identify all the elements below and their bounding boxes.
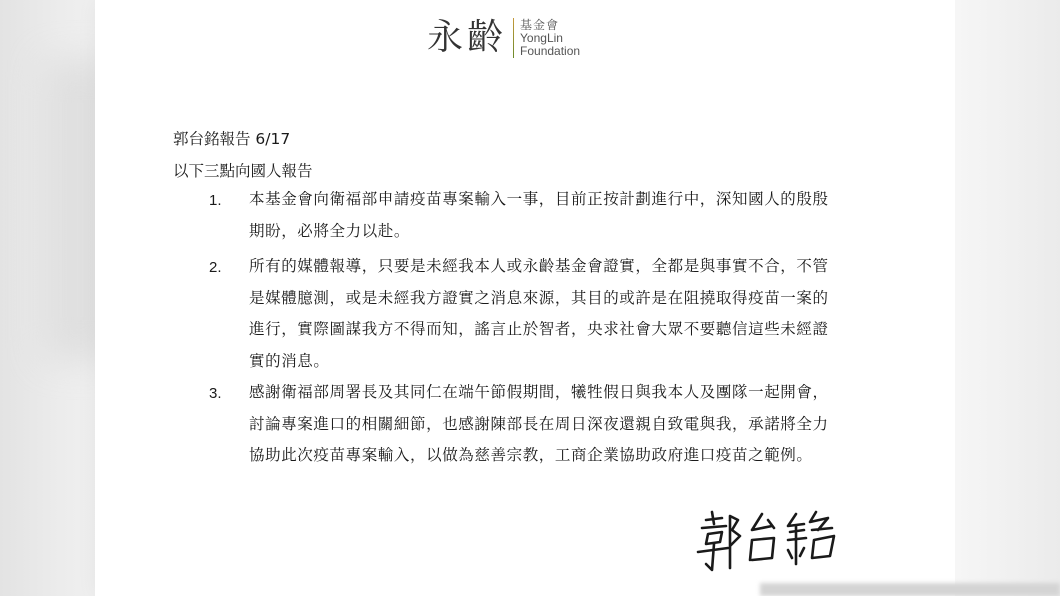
item-2-line-4: 實的消息。 xyxy=(249,351,330,370)
item-2-paragraph xyxy=(249,251,834,377)
logo-divider xyxy=(513,18,514,58)
item-3-number: 3. xyxy=(209,385,222,402)
logo-text-block xyxy=(520,19,580,58)
letter-title: 郭台銘報告 6/17 xyxy=(173,130,291,148)
item-3-paragraph xyxy=(249,377,834,472)
background-blur-right xyxy=(955,0,1060,596)
item-3-line-1: 感謝衛福部周署長及其同仁在端午節假期間，犧牲假日與我本人及團隊一起開會， xyxy=(249,383,829,401)
item-2-number: 2. xyxy=(209,259,222,276)
foundation-logo xyxy=(427,14,580,62)
item-2-line-2: 是媒體臆測，或是未經我方證實之消息來源，其目的或許是在阻撓取得疫苗一案的 xyxy=(249,288,829,307)
letter-intro: 以下三點向國人報告 xyxy=(173,162,313,180)
item-2-line-1: 所有的媒體報導，只要是未經我本人或永齡基金會證實，全都是與事實不合，不管 xyxy=(249,257,829,275)
logo-calligraphy-mark: 永齡 xyxy=(427,17,508,58)
item-1-line-1: 本基金會向衛福部申請疫苗專案輸入一事，目前正按計劃進行中，深知國人的殷殷 xyxy=(249,190,829,208)
item-3-line-2: 討論專案進口的相關細節，也感謝陳部長在周日深夜還親自致電與我，承諾將全力 xyxy=(249,414,829,433)
handwritten-signature xyxy=(692,506,842,578)
item-3-line-3: 協助此次疫苗專案輸入，以做為慈善宗教，工商企業協助政府進口疫苗之範例。 xyxy=(249,446,813,464)
item-1-paragraph xyxy=(249,184,834,247)
item-1-number: 1. xyxy=(209,192,222,209)
logo-name-en-2: Foundation xyxy=(520,43,581,58)
item-2-line-3: 進行，實際圖謀我方不得而知，謠言止於智者，央求社會大眾不要聽信這些未經證 xyxy=(249,320,829,338)
logo-name-zh: 基金會 xyxy=(520,17,560,32)
logo-name-en-1: YongLin xyxy=(520,30,563,45)
item-1-line-2: 期盼，必將全力以赴。 xyxy=(249,221,411,240)
background-bottom-band xyxy=(760,583,1060,596)
